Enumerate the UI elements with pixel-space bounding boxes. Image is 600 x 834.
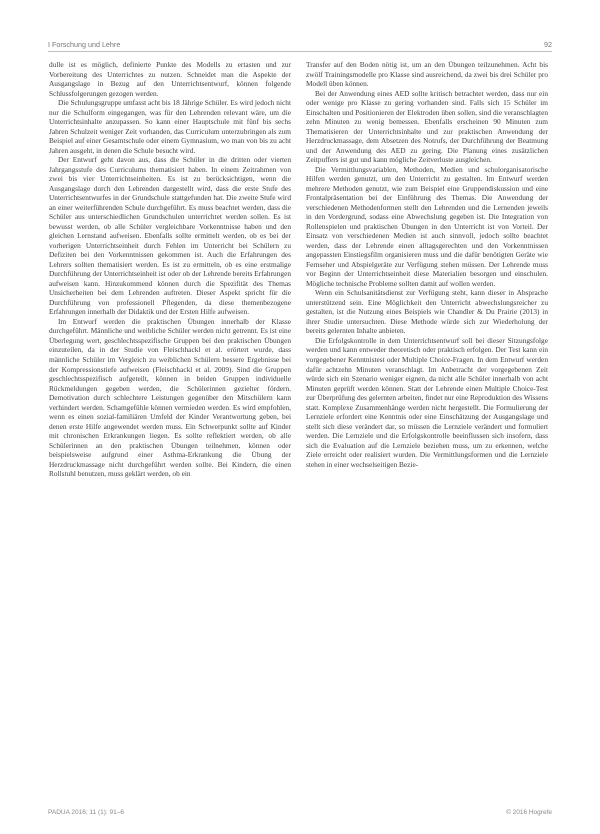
right-text-column — [306, 60, 548, 469]
left-text-column — [49, 60, 291, 479]
footer-citation: PADUA 2016; 11 (1): 91–6 — [48, 809, 125, 816]
paragraph: Im Entwurf werden die praktischen Übungen innerhalb der Klasse durchgeführt. Männliche und weibliche Schüler werden nicht getrennt. Es ist eine Überlegung wert, geschlechtsspezifische Gruppen bei den praktischen Übungen einzuteilen, da in der Studie von Fleischhackl et al. erörtert wurde, dass männliche Schüler im Vergleich zu weiblichen Schülern bessere Ergebnisse bei der Kompressionstiefe aufweisen (Fleischhackl et al. 2009). Sind die Gruppen geschlechtsspezifisch aufgeteilt, können in beiden Gruppen individuelle Rückmeldungen gegeben werden, die Schülerinnen gezielter fördern. Demotivation durch schlechtere Leistungen gegenüber den Mitschülern kann verhindert werden. Schamgefühle können vermieden werden. Es wird empfohlen, wenn es einen sozial-familiären Umfeld der Kinder Verantwortung geben, bei denen erste Hilfe angewendet werden muss. Ein Schwerpunkt sollte auf Kinder mit chronischen Erkrankungen liegen. Es sollte reflektiert werden, ob alle Schülerinnen an den praktischen Übungen teilnehmen, können oder beispielsweise aufgrund einer Asthma-Erkrankung die Übung der Herzdruckmassage nicht durchgeführt werden sollte. Bei Kindern, die einen Rollstuhl benutzen, muss geklärt werden, ob ein — [49, 316, 291, 479]
page-number: 92 — [544, 40, 552, 49]
paragraph: Die Vermittlungsvariablen, Methoden, Medien und schulorganisatorische Hilfen werden genutzt, um den Unterricht zu gestalten. Im Entwurf werden mehrere Methoden genutzt, wie zum Beispiel eine Gruppendiskussion und eine Frontalpräsentation bei der Einführung des Themas. Die Anwendung der verschiedenen Methodenformen stellt den Lehrenden und die Lernenden jeweils in den Vordergrund, sodass eine Abwechslung gegeben ist. Die Integration von Rollenspielen und praktischen Übungen in den Unterricht ist von Vorteil. Der Einsatz von verschiedenen Medien ist auch sinnvoll, jedoch sollte beachtet werden, dass der Lehrende einen alltagsgerechten und den Vorkenntnissen angepassten Einstiegsfilm organisieren muss und die dafür benötigten Geräte wie Fernseher und Abspielgeräte zur Verfügung stehen müssen. Der Lehrende muss vor Beginn der Unterrichtseinheit diese Materialien besorgen und einschulen. Mögliche technische Probleme sollten damit auf wollen werden. — [306, 164, 548, 288]
paragraph: Die Schulungsgruppe umfasst acht bis 18 Jährige Schüler. Es wird jedoch nicht nur die Schulform eingegangen, was für den Lehrenden relevant wäre, um die Unterrichtsinhalte anzupassen. So kann einer Hauptschule mit fünf bis sechs Jahren Schulzeit weniger Zeit vorhanden, das Curriculum unterzubringen als zum Beispiel auf einer Gesamtschule oder einem Gymnasium, wo man von bis zu acht Jahren ausgeht, in denen die Schule besucht wird. — [49, 98, 291, 155]
paragraph: Die Erfolgskontrolle in dem Unterrichtsentwurf soll bei dieser Sitzungsfolge werden und kann entweder theoretisch oder praktisch erfolgen. Der Test kann ein vorgegebener Kenntnistest oder Multiple Choice-Fragen. In dem Entwurf werden dafür achtzehn Minuten veranschlagt. Im Anbetracht der vorgegebenen Zeit würde sich ein Szenario weniger eignen, da nicht alle Schüler innerhalb von acht Minuten geprüft werden können. Statt der Lehrende einen Multiple Choice-Test zur Überprüfung des gelernten arbeiten, findet nur eine Reproduktion des Wissens statt. Komplexe Zusammenhänge werden nicht hergestellt. Die Formulierung der Lernziele erfordert eine Kenntnis oder eine Einschätzung der Ausgangslage und stellt sich diese verändert dar, so müssen die Lernziele verändert und formuliert werden. Die Lernziele und die Erfolgskontrolle beeinflussen sich insofern, dass sich die Evaluation auf die Lernziele beziehen muss, um zu erkennen, welche Ziele erreicht oder realisiert wurden. Die Vermittlungsformen und die Lernziele stehen in einer wechselseitigen Bezie- — [306, 335, 548, 469]
page-footer — [48, 809, 552, 818]
paragraph: Wenn ein Schulsanitätsdienst zur Verfügung steht, kann dieser in Absprache unterstützend sein. Eine Möglichkeit den Unterricht abwechslungsreicher zu gestalten, ist die Nutzung eines Beispiels wie Chandler & Du Prairie (2013) in ihrer Studie untersuchten. Diese Methode würde sich zur Wiederholung der bereits gelernten Inhalte anbieten. — [306, 288, 548, 336]
running-head-title: I Forschung und Lehre — [48, 40, 121, 49]
running-head — [48, 40, 552, 52]
paragraph: Bei der Anwendung eines AED sollte kritisch betrachtet werden, dass nur ein oder wenige pro Klasse zu gering vorhanden sind. Falls sich 15 Schüler im Einschalten und Positionieren der Elektroden üben sollen, sind die veranschlagten zehn Minuten zu wenig bemessen. Ebenfalls erscheinen 90 Minuten zum Thematisieren der Unterrichtsinhalte und zur praktischen Anwendung der Herzdruckmassage, dem Absetzen des Notrufs, der Durchführung der Beatmung und der Anwendung des AED zu gering. Die Planung eines zusätzlichen Zeitpuffers ist gut und kann mögliche Zeitverluste ausgleichen. — [306, 88, 548, 165]
paragraph: Der Entwurf geht davon aus, dass die Schüler in die dritten oder vierten Jahrgangsstufe des Curriculums thematisiert haben. In einem Zeitrahmen von zwei bis vier Unterrichtseinheiten. Es ist zu berücksichtigen, wenn die Ausgangslage durch den Lehrenden dargestellt wird, dass die erste Stufe des Unterrichtsentwurfes in der Grundschule stattgefunden hat. Die zweite Stufe wird an einer weiterführenden Schule durchgeführt. Es muss beachtet werden, dass die Schüler aus unterschiedlichen Grundschulen unterrichtet werden sollen. Es ist bewusst werden, ob alle Schüler vergleichbare Vorkenntnisse haben und den gleichen Lernstand aufweisen. Ebenfalls sollte ermittelt werden, ob es bei der vorherigen Unterrichtseinheit durch Fehlen im Unterricht bei Schülern zu Defiziten bei den Vorkenntnissen gekommen ist. Auch die Erfahrungen des Lehrers sollten thematisiert werden. Es ist zu ermitteln, ob es eine erstmalige Durchführung der Unterrichtseinheit ist oder ob der Lehrende bereits Erfahrungen aufweisen kann. Hinzukommend können durch die Spezifität des Themas Unsicherheiten bei dem Lehrenden auftreten. Dieser Aspekt spricht für die Durchführung von professionell Pflegenden, da diese themenbezogene Erfahrungen innerhalb der Didaktik und der Ersten Hilfe aufweisen. — [49, 155, 291, 317]
footer-publisher: © 2016 Hogrefe — [506, 809, 552, 816]
paragraph: Transfer auf den Boden nötig ist, um an den Übungen teilzunehmen. Acht bis zwölf Trainingsmodelle pro Klasse sind ausreichend, da zwei bis drei Schüler pro Modell üben können. — [306, 60, 548, 89]
paragraph: dulle ist es möglich, definierte Punkte des Modells zu ertasten und zur Vorbereitung des Unterrichtes zu nutzen. Schneidet man die Aspekte der Ausgangslage in Bezug auf den Unterrichtsentwurf, können folgende Schlussfolgerungen gezogen werden. — [49, 60, 291, 98]
